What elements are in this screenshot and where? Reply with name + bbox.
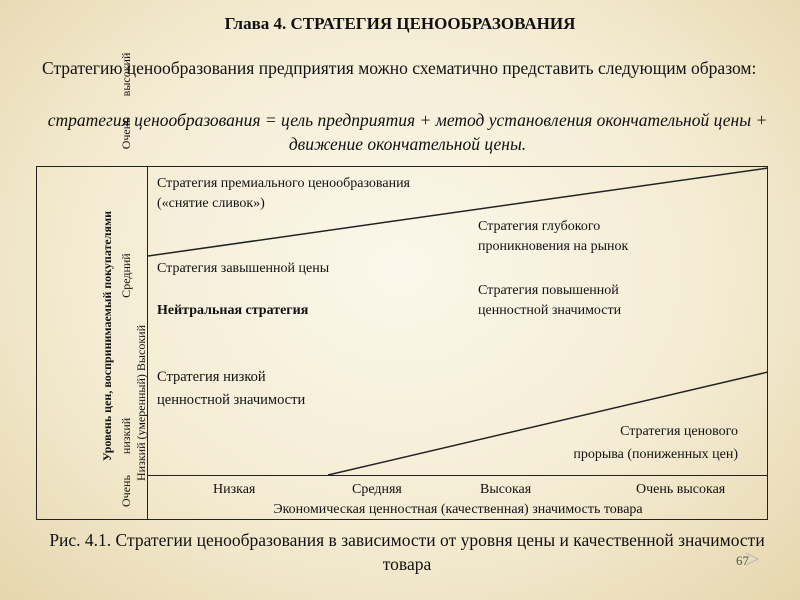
x-tick-low: Низкая <box>213 482 256 497</box>
strategy-neutral: Нейтральная стратегия <box>157 303 309 318</box>
strategy-premium: Стратегия премиального ценообразования («снятие сливок») <box>157 176 410 211</box>
y-axis-title: Уровень цен, воспринимаемый покупателями <box>100 210 114 462</box>
y-level-low: Низкий (умеренный) <box>134 374 148 481</box>
x-tick-medium: Средняя <box>352 482 402 497</box>
formula-text: стратегия ценообразования = цель предприятия + метод установления окончательной цены + движение окончательной цены. <box>47 110 768 154</box>
strategy-price-breakthrough: Стратегия ценового прорыва (пониженных цен) <box>573 424 738 462</box>
figure-caption: Рис. 4.1. Стратегии ценообразования в зависимости от уровня цены и качественной значимости товара <box>49 530 765 574</box>
strategy-low-value: Стратегия низкой ценностной значимости <box>157 369 306 408</box>
y-level-high: Высокий <box>134 325 148 372</box>
x-axis-title: Экономическая ценностная (качественная) значимость товара <box>273 502 643 517</box>
strategy-overpriced: Стратегия завышенной цены <box>157 261 330 276</box>
intro-text: Стратегию ценообразования предприятия можно схематично представить следующим образом: <box>42 58 757 78</box>
strategy-increased-value: Стратегия повышенной ценностной значимости <box>478 283 622 318</box>
y-level-very-low: Очень низкий <box>119 417 133 507</box>
y-level-medium: Средний <box>119 253 133 298</box>
y-axis-panel <box>36 52 148 520</box>
strategy-deep-penetration: Стратегия глубокого проникновения на рынок <box>478 219 629 254</box>
x-tick-very-high: Очень высокая <box>636 482 726 497</box>
slide-title: Глава 4. СТРАТЕГИЯ ЦЕНООБРАЗОВАНИЯ <box>224 14 576 33</box>
y-axis-levels-line2 <box>134 131 148 511</box>
y-axis-levels-line1 <box>119 52 133 511</box>
y-level-very-high: Очень высокий <box>119 52 133 150</box>
page-number: 67 <box>736 553 749 568</box>
x-tick-high: Высокая <box>480 482 532 497</box>
